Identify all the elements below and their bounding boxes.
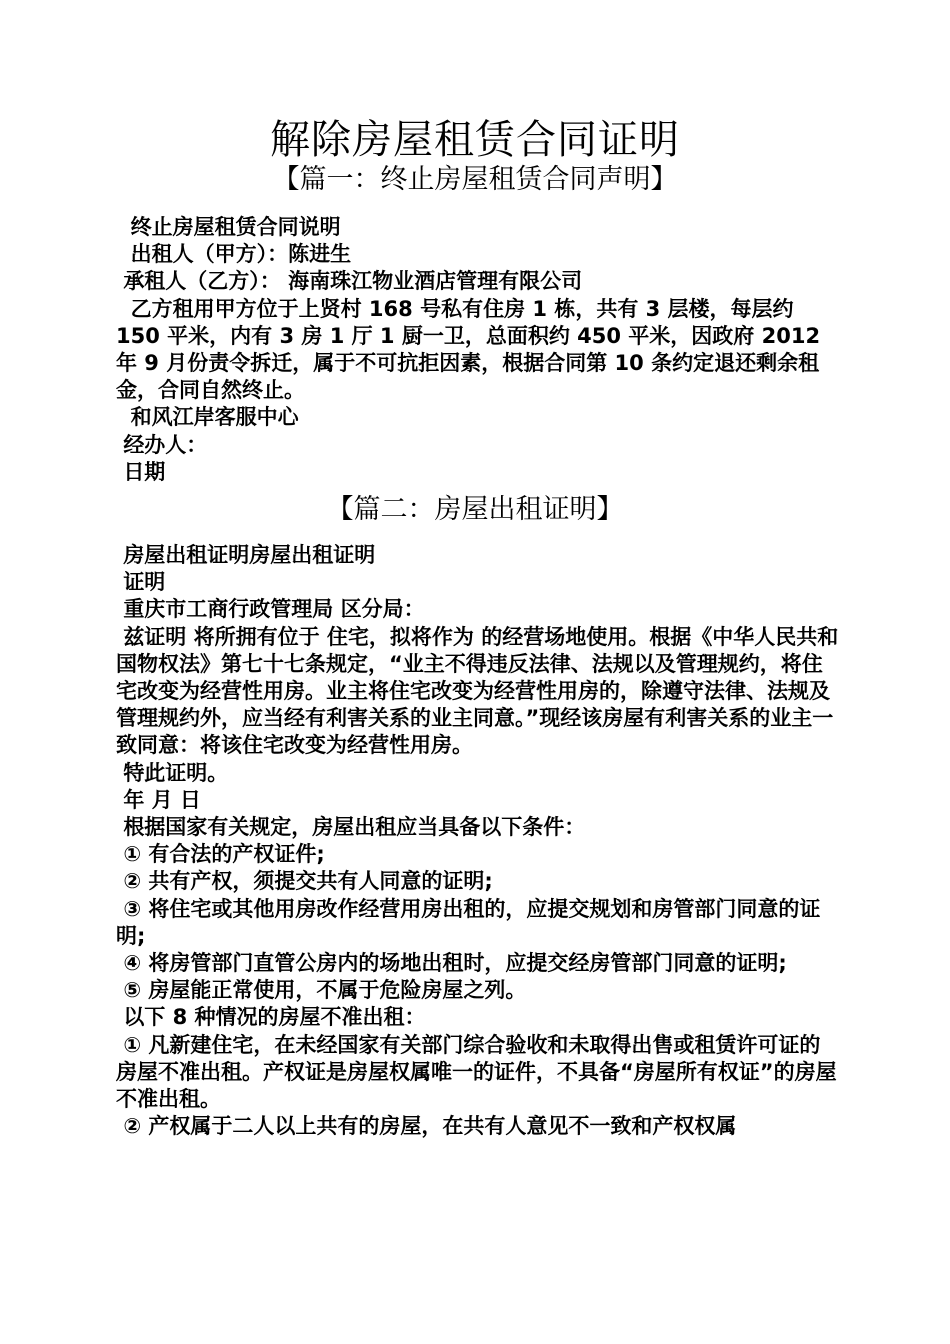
paragraph: 重庆市工商行政管理局 区分局： xyxy=(116,597,425,622)
paragraph: 和风江岸客服中心 xyxy=(116,405,299,430)
paragraph: 终止房屋租赁合同说明 xyxy=(116,215,341,239)
paragraph: 年 月 日 xyxy=(116,787,201,812)
section2-heading: 【篇二：房屋出租证明】 xyxy=(326,494,624,525)
paragraph: ① 凡新建住宅，在未经国家有关部门综合验收和未取得出售或租赁许可证的房屋不准出租。产权证是房屋权属唯一的证件，不具备“房屋所有权证”的房屋不准出租。 xyxy=(116,1032,837,1112)
paragraph: 根据国家有关规定，房屋出租应当具备以下条件： xyxy=(116,815,586,840)
paragraph: ④ 将房管部门直管公房内的场地出租时，应提交经房管部门同意的证明; xyxy=(116,951,787,976)
paragraph: 房屋出租证明房屋出租证明 xyxy=(116,543,376,567)
section1-body xyxy=(116,214,840,486)
paragraph: 出租人（甲方）：陈进生 xyxy=(116,242,352,267)
paragraph: ① 有合法的产权证件; xyxy=(116,842,325,867)
paragraph: 证明 xyxy=(116,570,166,595)
paragraph: 经办人： xyxy=(116,432,208,457)
paragraph: 日期 xyxy=(116,459,166,484)
paragraph: 乙方租用甲方位于上贤村 168 号私有住房 1 栋，共有 3 层楼，每层约 150 平米，内有 3 房 1 厅 1 厨一卫，总面积约 450 平米，因政府 2012 年 9 月份责令拆迁，属于不可抗拒因素，根据合同第 10 条约定退还剩余租金，合同自然终止。 xyxy=(116,296,828,403)
paragraph: 以下 8 种情况的房屋不准出租： xyxy=(116,1005,426,1030)
paragraph: ② 产权属于二人以上共有的房屋，在共有人意见不一致和产权权属 xyxy=(116,1114,737,1139)
paragraph: ③ 将住宅或其他用房改作经营用房出租的，应提交规划和房管部门同意的证明; xyxy=(116,896,821,948)
paragraph: 特此证明。 xyxy=(116,760,229,785)
document-title: 解除房屋租赁合同证明 xyxy=(270,117,680,163)
paragraph: 兹证明 将所拥有位于 住宅，拟将作为 的经营场地使用。根据《中华人民共和国物权法》第七十七条规定，“业主不得违反法律、法规以及管理规约，将住宅改变为经营性用房。业主将住宅改变为经营性用房的，除遵守法律、法规及管理规约外，应当经有利害关系的业主同意。”现经该房屋有利害关系的业主一致同意：将该住宅改变为经营性用房。 xyxy=(116,624,839,758)
paragraph: ② 共有产权，须提交共有人同意的证明; xyxy=(116,869,493,894)
paragraph: ⑤ 房屋能正常使用，不属于危险房屋之列。 xyxy=(116,978,527,1003)
section1-heading: 【篇一：终止房屋租赁合同声明】 xyxy=(272,164,678,195)
section2-body xyxy=(116,542,840,1140)
paragraph: 承租人（乙方）： 海南珠江物业酒店管理有限公司 xyxy=(116,269,583,294)
